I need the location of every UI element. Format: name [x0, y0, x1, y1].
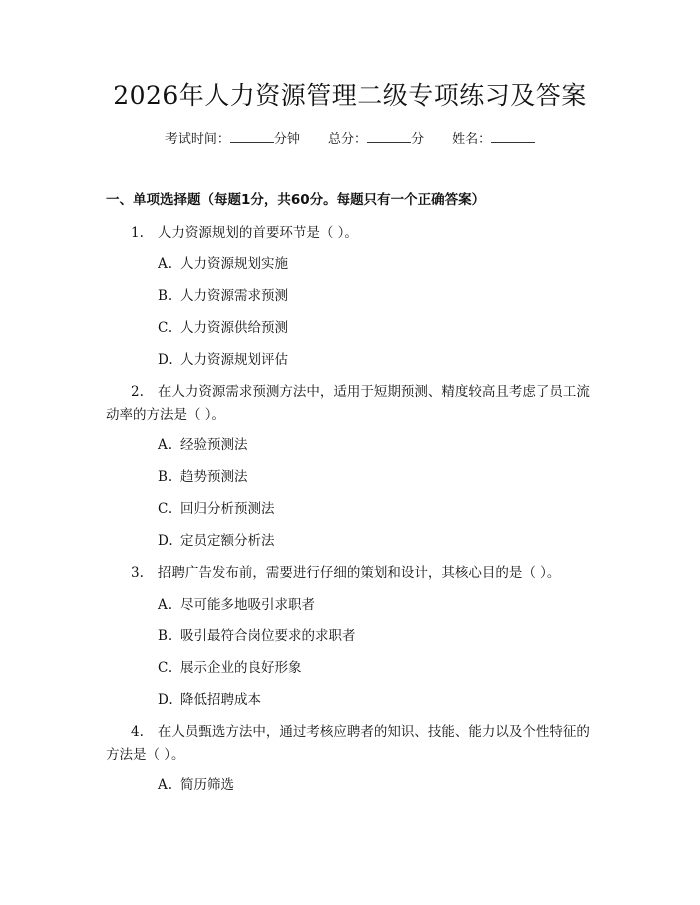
- option-text: 展示企业的良好形象: [180, 660, 302, 676]
- option-2c: [158, 498, 275, 520]
- option-4a: [158, 774, 234, 796]
- question-text: 人力资源规划的首要环节是（ ）。: [157, 225, 358, 241]
- option-text: 降低招聘成本: [180, 692, 261, 708]
- option-2a: [158, 434, 248, 456]
- option-text: 回归分析预测法: [180, 501, 275, 517]
- question-number: 3.: [131, 565, 144, 581]
- option-3b: [158, 625, 356, 647]
- option-letter: B.: [158, 288, 173, 304]
- exam-name: [452, 132, 535, 147]
- exam-score: [328, 132, 428, 147]
- option-letter: B.: [158, 628, 173, 644]
- document-title: 2026年人力资源管理二级专项练习及答案: [113, 81, 587, 110]
- option-2b: [158, 466, 248, 488]
- option-1a: [158, 253, 288, 275]
- question-number: 2.: [131, 384, 144, 400]
- exam-time: [165, 132, 304, 147]
- question-1: [106, 222, 598, 245]
- option-letter: C.: [158, 501, 173, 517]
- question-2: [106, 381, 598, 427]
- option-3d: [158, 689, 261, 711]
- option-letter: A.: [158, 597, 173, 613]
- score-unit: 分: [411, 132, 425, 147]
- score-label: 总分：: [327, 132, 367, 147]
- option-1d: [158, 349, 288, 371]
- option-letter: C.: [158, 320, 173, 336]
- option-letter: A.: [158, 256, 173, 272]
- option-text: 人力资源供给预测: [180, 320, 288, 336]
- score-blank: [367, 142, 411, 143]
- question-text: 在人力资源需求预测方法中，适用于短期预测、精度较高且考虑了员工流动率的方法是（ ）。: [106, 384, 590, 423]
- exam-meta: [0, 130, 700, 150]
- option-3a: [158, 594, 315, 616]
- question-number: 4.: [131, 724, 144, 740]
- section-heading: 一、单项选择题（每题1分，共60分。每题只有一个正确答案）: [106, 192, 486, 208]
- name-label: 姓名：: [452, 132, 492, 147]
- name-blank: [491, 142, 535, 143]
- option-letter: D.: [158, 692, 173, 708]
- option-text: 简历筛选: [180, 777, 234, 793]
- question-4: [106, 721, 598, 767]
- option-3c: [158, 657, 302, 679]
- option-letter: A.: [158, 777, 173, 793]
- question-text: 招聘广告发布前，需要进行仔细的策划和设计，其核心目的是（ ）。: [157, 565, 561, 581]
- option-text: 人力资源规划实施: [180, 256, 288, 272]
- time-blank: [230, 142, 274, 143]
- question-text: 在人员甄选方法中，通过考核应聘者的知识、技能、能力以及个性特征的方法是（ ）。: [106, 724, 590, 763]
- option-text: 定员定额分析法: [180, 533, 275, 549]
- option-text: 人力资源需求预测: [180, 288, 288, 304]
- option-1b: [158, 285, 288, 307]
- option-letter: D.: [158, 352, 173, 368]
- option-text: 人力资源规划评估: [180, 352, 288, 368]
- option-2d: [158, 530, 275, 552]
- option-text: 尽可能多地吸引求职者: [180, 597, 315, 613]
- question-3: [106, 562, 598, 585]
- option-text: 趋势预测法: [180, 469, 248, 485]
- time-unit: 分钟: [273, 132, 300, 147]
- option-letter: B.: [158, 469, 173, 485]
- option-1c: [158, 317, 288, 339]
- question-number: 1.: [131, 225, 144, 241]
- option-letter: D.: [158, 533, 173, 549]
- option-text: 经验预测法: [180, 437, 248, 453]
- option-text: 吸引最符合岗位要求的求职者: [180, 628, 356, 644]
- option-letter: C.: [158, 660, 173, 676]
- time-label: 考试时间：: [164, 132, 230, 147]
- option-letter: A.: [158, 437, 173, 453]
